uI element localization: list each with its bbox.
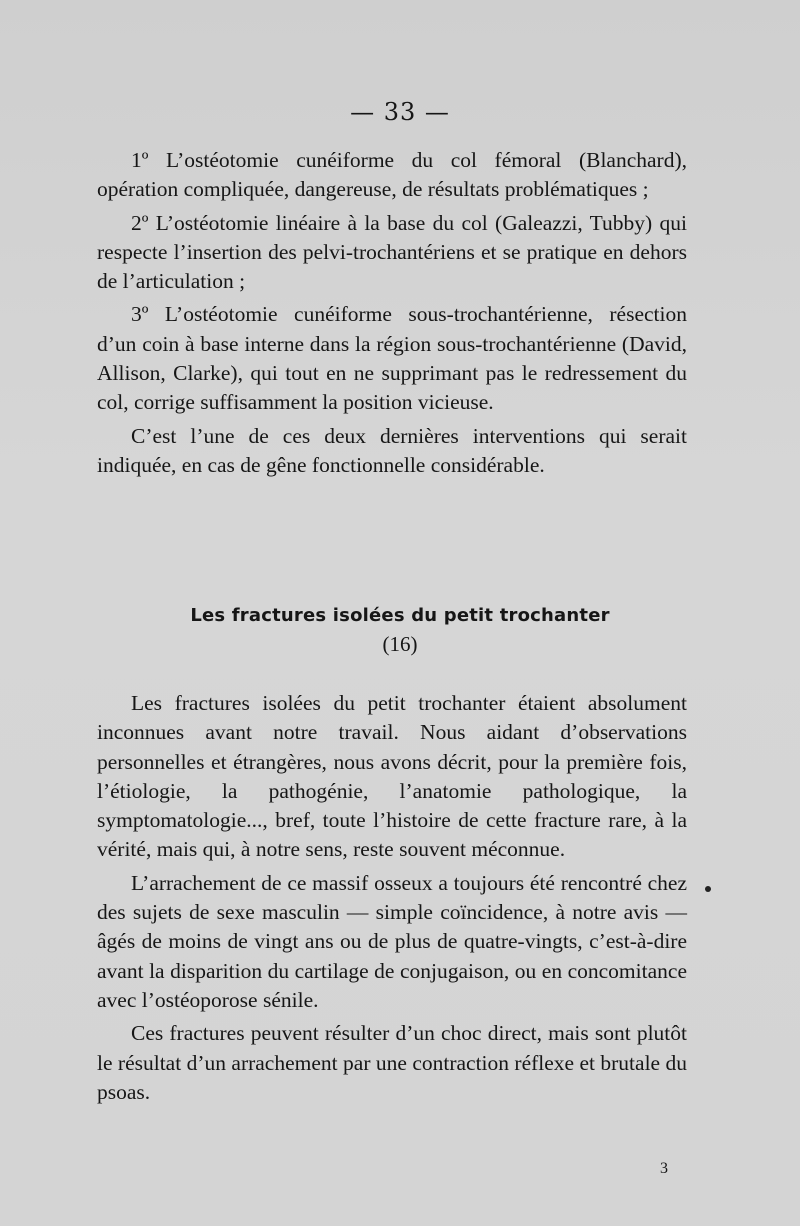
paragraph: 3º L’ostéotomie cunéiforme sous-trochantérienne, résection d’un coin à base interne dans la région sous-trochantérienne (David, Allison, Clarke), qui tout en ne supprimant pas le redressement du col, corrige suffisamment la position vicieuse. <box>97 302 687 415</box>
paragraph: C’est l’une de ces deux dernières interventions qui serait indiquée, en cas de gêne fonctionnelle considérable. <box>97 423 687 477</box>
paragraph: Ces fractures peuvent résulter d’un choc direct, mais sont plutôt le résultat d’un arrachement par une contraction réflexe et brutale du psoas. <box>97 1021 687 1104</box>
section-heading: Les fractures isolées du petit trochanter <box>190 605 610 626</box>
paragraph: 2º L’ostéotomie linéaire à la base du col (Galeazzi, Tubby) qui respecte l’insertion des pelvi-trochantériens et se pratique en dehors de l’articulation ; <box>97 210 687 294</box>
paragraph: 1º L’ostéotomie cunéiforme du col fémoral (Blanchard), opération compliquée, dangereuse, de résultats problématiques ; <box>97 148 687 202</box>
section1-text <box>97 146 687 484</box>
section2-text <box>97 689 687 1111</box>
section-number: (16) <box>382 632 418 656</box>
page-number-header: — 33 — <box>350 98 450 126</box>
ink-speck <box>705 886 711 892</box>
signature-mark: 3 <box>660 1160 668 1177</box>
paragraph: Les fractures isolées du petit trochanter étaient absolument inconnues avant notre travail. Nous aidant d’observations personnelles et étrangères, nous avons décrit, pour la première fois, l’étiologie, la pathogénie, l’anatomie pathologique, la symptomatologie..., bref, toute l’histoire de cette fracture rare, à la vérité, mais qui, à notre sens, reste souvent méconnue. <box>97 691 687 862</box>
paragraph: L’arrachement de ce massif osseux a toujours été rencontré chez des sujets de sexe masculin — simple coïncidence, à notre avis — âgés de moins de vingt ans ou de plus de quatre-vingts, c’est-à-dire avant la disparition du cartilage de conjugaison, ou en concomitance avec l’ostéoporose sénile. <box>97 870 687 1012</box>
